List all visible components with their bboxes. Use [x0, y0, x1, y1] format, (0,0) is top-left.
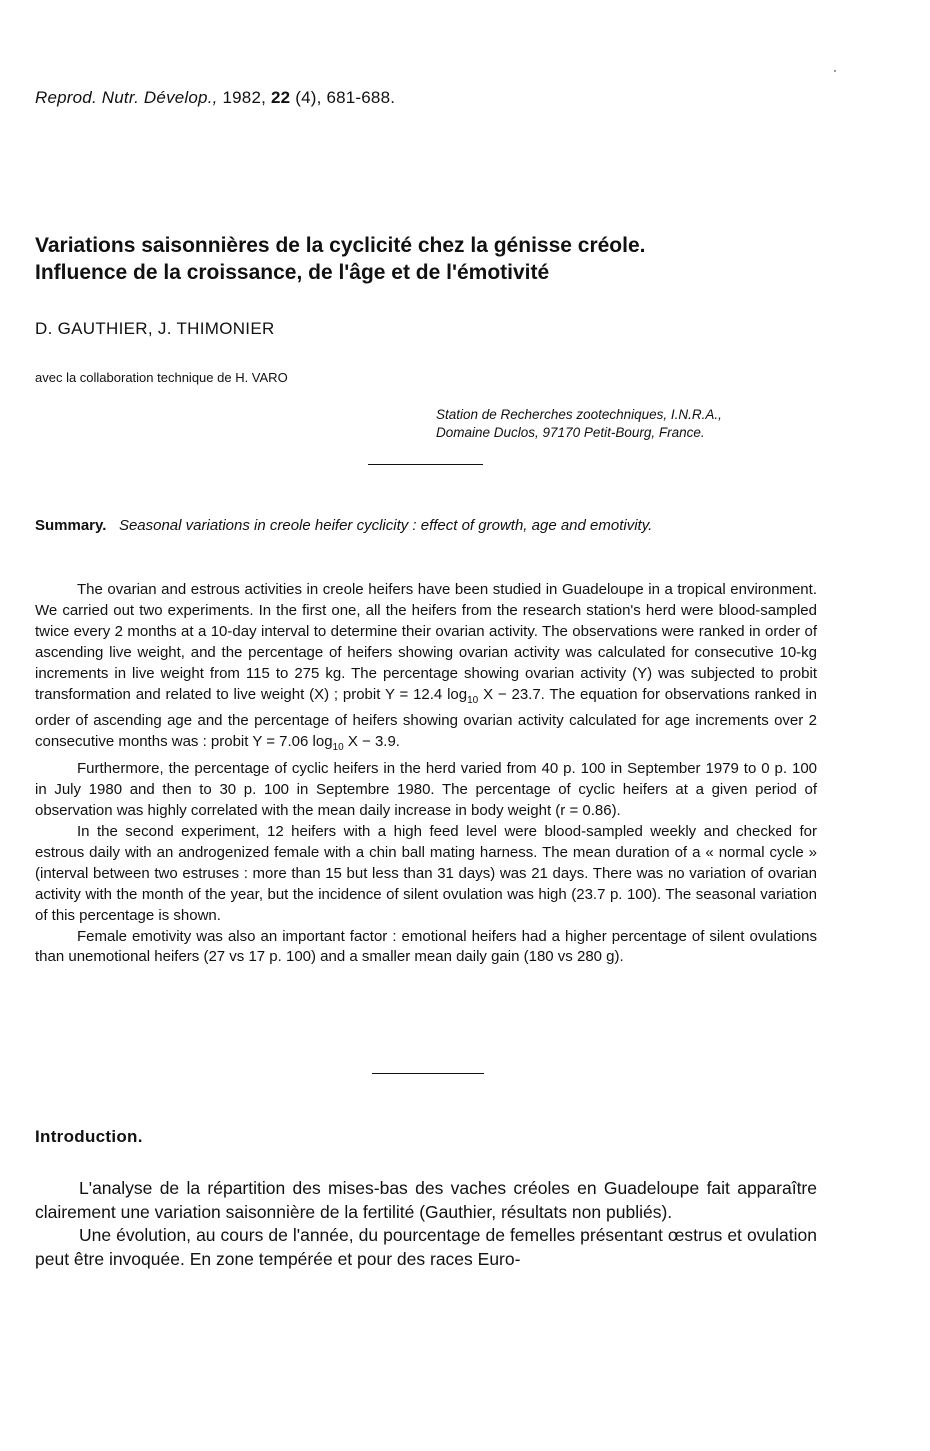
journal-citation — [35, 88, 395, 108]
summary-paragraph-2: Furthermore, the percentage of cyclic heifers in the herd varied from 40 p. 100 in September 1979 to 0 p. 100 in July 1980 and then to 30 p. 100 in Septembre 1980. The percentage of cyclic heifers at a given period of observation was highly correlated with the mean daily increase in body weight (r = 0.86). — [35, 760, 817, 820]
affiliation-line-2: Domaine Duclos, 97170 Petit-Bourg, France. — [436, 425, 705, 440]
citation-volume: 22 — [270, 88, 291, 107]
citation-issue-pages: (4), 681-688. — [295, 88, 396, 107]
technical-collaboration: avec la collaboration technique de H. VARO — [35, 370, 288, 385]
citation-year: 1982, — [222, 88, 267, 107]
authors: D. GAUTHIER, J. THIMONIER — [35, 319, 275, 338]
title-line-2: Influence de la croissance, de l'âge et de l'émotivité — [35, 261, 550, 284]
introduction-heading: Introduction. — [35, 1127, 143, 1146]
speck-mark — [834, 70, 836, 72]
introduction-paragraph-2: Une évolution, au cours de l'année, du pourcentage de femelles présentant œstrus et ovulation peut être invoquée. En zone tempérée et pour des races Euro- — [35, 1225, 817, 1269]
summary-label: Summary. — [35, 517, 107, 534]
section-divider-bottom — [372, 1073, 484, 1074]
article-title — [35, 232, 895, 286]
summary-paragraph-3: In the second experiment, 12 heifers with a high feed level were blood-sampled weekly and checked for estrous daily with an androgenized female with a chin ball mating harness. The mean duration of a « normal cycle » (interval between two estruses : more than 15 but less than 31 days) was 21 days. There was no variation of ovarian activity with the month of the year, but the incidence of silent ovulation was high (23.7 p. 100). The seasonal variation of this percentage is shown. — [35, 822, 817, 924]
introduction-body — [35, 1177, 817, 1271]
journal-name: Reprod. Nutr. Dévelop., — [35, 88, 218, 107]
summary-english-title: Seasonal variations in creole heifer cyclicity : effect of growth, age and emotivity. — [118, 517, 653, 534]
summary-paragraph-4: Female emotivity was also an important factor : emotional heifers had a higher percentage of silent ovulations than unemotional heifers (27 vs 17 p. 100) and a smaller mean daily gain (180 vs 280 g). — [35, 927, 817, 966]
summary-body — [35, 580, 817, 968]
introduction-paragraph-1: L'analyse de la répartition des mises-bas des vaches créoles en Guadeloupe fait apparaître clairement une variation saisonnière de la fertilité (Gauthier, résultats non publiés). — [35, 1178, 817, 1222]
affiliation-line-1: Station de Recherches zootechniques, I.N.R.A., — [436, 407, 722, 422]
section-divider-top — [368, 464, 483, 465]
summary-heading — [35, 516, 825, 536]
summary-paragraph-1: The ovarian and estrous activities in creole heifers have been studied in Guadeloupe in a tropical environment. We carried out two experiments. In the first one, all the heifers from the research station's herd were blood-sampled twice every 2 months at a 10-day interval to determine their ovarian activity. The observations were ranked in order of ascending live weight, and the percentage of heifers showing ovarian activity was calculated for consecutive 10-kg increments in live weight from 115 to 275 kg. The percentage showing ovarian activity (Y) was subjected to probit transformation and related to live weight (X) ; probit Y = 12.4 $\log_{10} X - 23.7$. The equation for observations ranked in order of ascending age and the percentage of heifers showing ovarian activity calculated for age increments over 2 consecutive months was : probit Y = 7.06 $\log_{10} X - 3.9$. — [35, 581, 817, 754]
title-line-1: Variations saisonnières de la cyclicité chez la génisse créole. — [35, 234, 646, 257]
affiliation — [436, 406, 836, 442]
